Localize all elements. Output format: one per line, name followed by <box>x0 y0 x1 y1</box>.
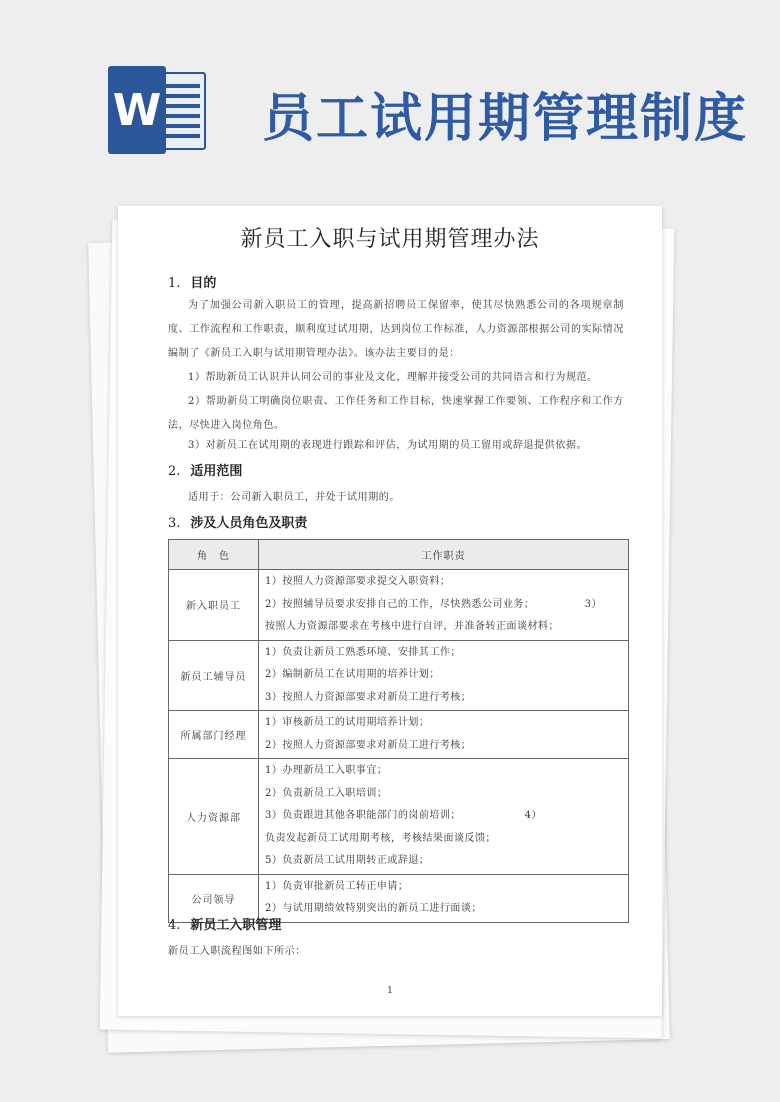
scope-paragraph: 适用于：公司新入职员工，并处于试用期的。 <box>188 492 400 503</box>
purpose-intro-paragraph: 为了加强公司新入职员工的管理，提高新招聘员工保留率，使其尽快熟悉公司的各项规章制度、工作流程和工作职责，顺利度过试用期，达到岗位工作标准，人力资源部根据公司的实际情况编制了《新员工入职与试用期管理办法》。该办法主要目的是： <box>168 300 624 359</box>
table-row <box>169 640 629 711</box>
word-document-icon <box>108 66 208 154</box>
duties-cell <box>259 759 629 875</box>
duty-trailing-number: 4） <box>524 810 542 821</box>
purpose-item-2: 2）帮助新员工明确岗位职责、工作任务和工作目标，快速掌握工作要领、工作程序和工作方法，尽快进入岗位角色。 <box>168 396 624 431</box>
banner <box>0 0 780 190</box>
duty-line: 3）负责跟进其他各职能部门的岗前培训； <box>265 810 461 821</box>
duty-line: 5）负责新员工试用期转正或辞退； <box>265 855 430 866</box>
word-icon-letter: W <box>108 66 166 154</box>
roles-responsibilities-table <box>168 539 629 923</box>
section-heading-scope: 2. 适用范围 <box>168 464 243 479</box>
duty-line: 2）负责新员工入职培训； <box>265 787 388 799</box>
role-cell: 人力资源部 <box>169 759 259 875</box>
duty-trailing-number: 3） <box>584 598 602 610</box>
page-number: 1 <box>387 986 393 996</box>
table-row <box>169 711 629 759</box>
table-header-row <box>169 540 629 570</box>
duty-line: 1）审核新员工的试用期培养计划； <box>265 717 430 728</box>
section-heading-onboarding: 4. 新员工入职管理 <box>168 918 282 933</box>
section-heading-roles: 3. 涉及人员角色及职责 <box>168 516 308 531</box>
table-row <box>169 570 629 641</box>
table-row <box>169 759 629 875</box>
purpose-item-3: 3）对新员工在试用期的表现进行跟踪和评估，为试用期的员工留用或辞退提供依据。 <box>188 440 588 451</box>
duties-cell <box>259 874 629 922</box>
document-page <box>118 206 662 1016</box>
duty-line: 1）办理新员工入职事宜； <box>265 765 388 776</box>
table-header-role: 角 色 <box>169 540 259 570</box>
duties-cell <box>259 640 629 711</box>
duties-cell <box>259 711 629 759</box>
duties-cell <box>259 570 629 641</box>
purpose-item-1: 1）帮助新员工认识并认同公司的事业及文化，理解并接受公司的共同语言和行为规范。 <box>188 372 598 383</box>
duty-line: 按照人力资源部要求在考核中进行自评，并准备转正面谈材料； <box>265 621 559 632</box>
document-title: 新员工入职与试用期管理办法 <box>240 227 540 252</box>
role-cell: 新员工辅导员 <box>169 640 259 711</box>
duty-line: 1）按照人力资源部要求提交入职资料； <box>265 576 451 587</box>
role-cell: 公司领导 <box>169 874 259 922</box>
duty-line: 2）按照人力资源部要求对新员工进行考核； <box>265 739 472 751</box>
onboarding-paragraph: 新员工入职流程图如下所示： <box>168 946 306 957</box>
table-header-duties: 工作职责 <box>259 540 629 570</box>
role-cell: 所属部门经理 <box>169 711 259 759</box>
section-heading-purpose: 1. 目的 <box>168 276 217 291</box>
duty-line: 3）按照人力资源部要求对新员工进行考核； <box>265 691 472 703</box>
duty-line: 2）编制新员工在试用期的培养计划； <box>265 669 440 680</box>
role-cell: 新入职员工 <box>169 570 259 641</box>
duty-line: 2）与试用期绩效特别突出的新员工进行面谈； <box>265 903 482 914</box>
duty-line: 2）按照辅导员要求安排自己的工作，尽快熟悉公司业务； <box>265 598 535 610</box>
duty-line: 负责发起新员工试用期考核，考核结果面谈反馈； <box>265 832 496 844</box>
duty-line: 1）负责审批新员工转正申请； <box>265 880 409 892</box>
banner-title: 员工试用期管理制度 <box>262 88 749 149</box>
duty-line: 1）负责让新员工熟悉环境、安排其工作； <box>265 646 461 658</box>
